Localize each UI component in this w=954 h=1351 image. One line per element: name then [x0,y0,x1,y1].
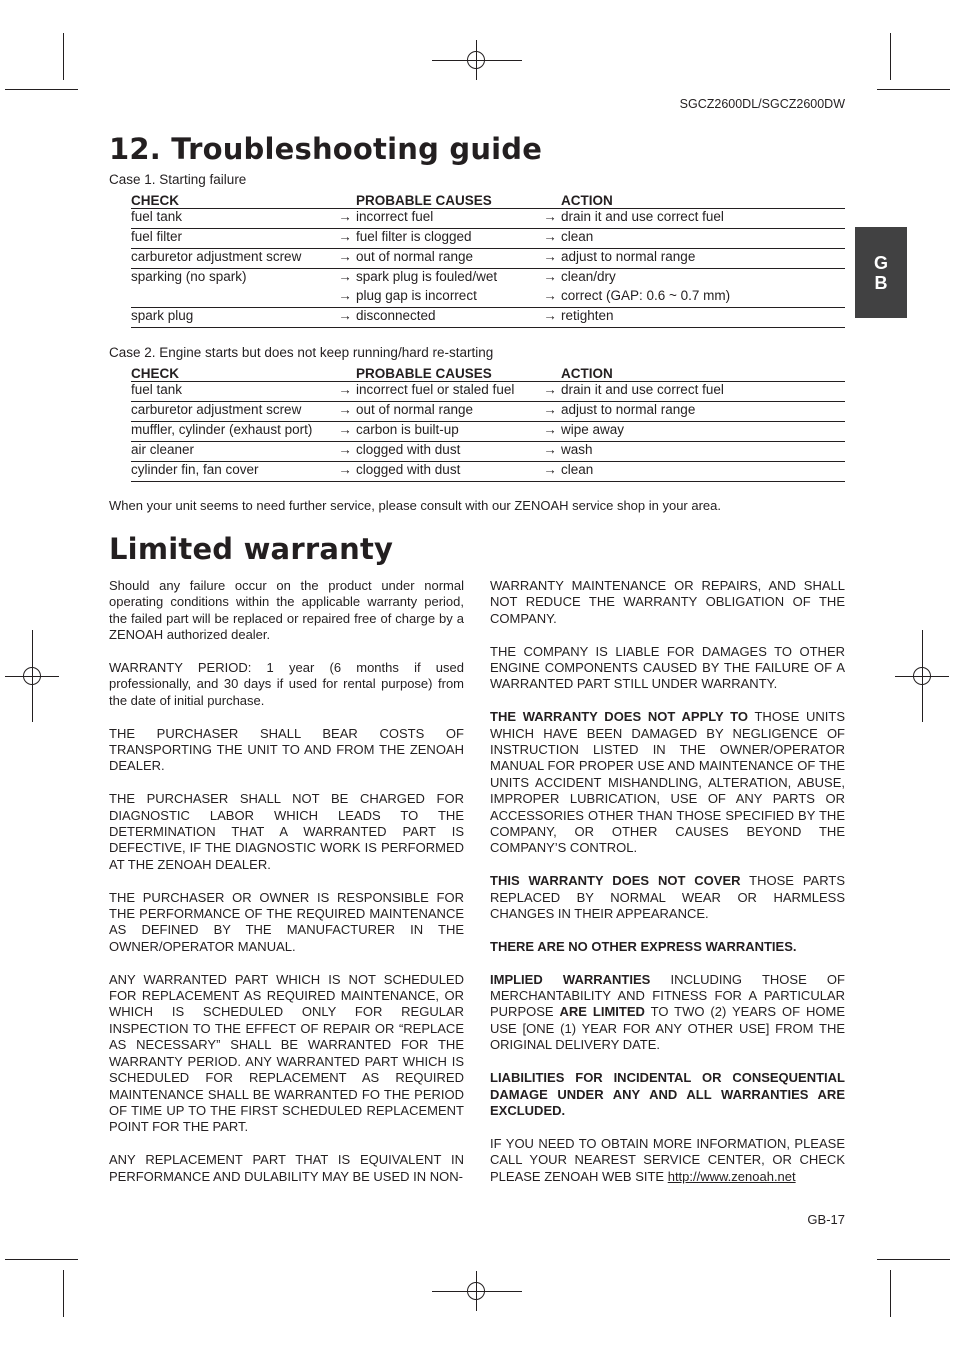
action-cell [539,462,845,482]
cause-cell-text: incorrect fuel [356,209,434,224]
action-cell [539,288,845,308]
arrow-icon: → [543,229,557,244]
check-cell-text: spark plug [131,308,194,323]
cause-cell-text: incorrect fuel or staled fuel [356,382,515,397]
cause-cell-text: carbon is built-up [356,422,459,437]
warranty-paragraph: THE PURCHASER SHALL BEAR COSTS OF TRANSPORTING THE UNIT TO AND FROM THE ZENOAH DEALER. [109,725,464,774]
column-header-causes: PROBABLE CAUSES [334,363,539,382]
arrow-icon: → [338,462,352,477]
are-limited-label: ARE LIMITED [559,1004,645,1020]
warranty-coverage-paragraph [490,873,845,922]
check-cell-text: carburetor adjustment screw [131,249,302,264]
cause-cell-text: spark plug is fouled/wet [356,269,498,284]
arrow-icon: → [543,402,557,417]
warranty-period-text: 1 year (6 months if used professionally, and 30 days if used for rental purpose) from the date of initial purchase. [109,660,464,708]
no-express-warranties: THERE ARE NO OTHER EXPRESS WARRANTIES. [490,938,797,954]
arrow-icon: → [543,442,557,457]
check-cell-text: fuel filter [131,229,183,244]
implied-warranties-paragraph [490,972,845,1054]
cause-cell-text: out of normal range [356,402,474,417]
warranty-paragraph: Should any failure occur on the product under normal operating conditions within the applicable warranty period, the failed part will be replaced or repaired free of charge by a ZENOAH authorized dealer. [109,578,464,643]
action-cell-text: clean [561,229,594,244]
action-cell [539,209,845,229]
cause-cell [334,269,539,289]
contact-text: IF YOU NEED TO OBTAIN MORE INFORMATION, PLEASE CALL YOUR NEAREST SERVICE CENTER, OR CHECK PLEASE ZENOAH WEB SITE [490,1135,845,1184]
action-cell-text: clean [561,462,594,477]
cause-cell [334,249,539,269]
action-cell-text: correct (GAP: 0.6 ~ 0.7 mm) [561,288,731,303]
warranty-paragraph [490,939,845,955]
check-cell-text: fuel tank [131,209,183,224]
arrow-icon: → [338,442,352,457]
warranty-coverage-text: THOSE PARTS REPLACED BY NORMAL WEAR OR HARMLESS CHANGES IN THEIR APPEARANCE. [490,873,845,922]
case1-table [131,190,845,328]
warranty-paragraph: THE PURCHASER SHALL NOT BE CHARGED FOR DIAGNOSTIC LABOR WHICH LEADS TO THE DETERMINATION THAT A WARRANTED PART IS DEFECTIVE, IF THE DIAGNOSTIC WORK IS PERFORMED AT THE ZENOAH DEALER. [109,791,464,872]
cause-cell [334,382,539,402]
warranty-exclusions-text: THOSE UNITS WHICH HAVE BEEN DAMAGED BY NEGLIGENCE OF INSTRUCTION LISTED IN THE OWNER/OPERATOR MANUAL FOR PROPER USE AND MAINTENANCE OF THE UNITS ACCIDENT MISHANDLING, ALTERATION, ABUSE, IMPROPER LUBRICATION, USE OF ANY PARTS OR ACCESSORIES OTHER THAN THOSE SPECIFIED BY THE COMPANY, OR OTHER CAUSES BEYOND THE COMPANY’S CONTROL. [490,709,845,856]
arrow-icon: → [338,402,352,417]
check-cell-text: muffler, cylinder (exhaust port) [131,422,313,437]
cause-cell [334,462,539,482]
action-cell-text: retighten [561,308,614,323]
action-cell-text: adjust to normal range [561,249,696,264]
zenoah-website-link[interactable]: http://www.zenoah.net [667,1168,796,1184]
table-row [131,308,845,328]
implied-warranties-label: IMPLIED WARRANTIES [490,971,651,987]
check-cell [131,249,334,269]
action-cell-text: clean/dry [561,269,616,284]
troubleshooting-title: 12. Troubleshooting guide [109,132,543,166]
column-header-action: ACTION [539,363,845,382]
arrow-icon: → [338,422,352,437]
arrow-icon: → [543,269,557,284]
check-cell-text: air cleaner [131,442,195,457]
cause-cell-text: clogged with dust [356,462,461,477]
check-cell [131,229,334,249]
implied-warranties-text: INCLUDING THOSE OF MERCHANTABILITY AND FITNESS FOR A PARTICULAR PURPOSE [490,971,845,1020]
warranty-title: Limited warranty [109,532,394,566]
cause-cell-text: disconnected [356,308,436,323]
check-cell [131,442,334,462]
action-cell-text: adjust to normal range [561,402,696,417]
check-cell-text: carburetor adjustment screw [131,402,302,417]
cause-cell [334,442,539,462]
check-cell [131,209,334,229]
warranty-paragraph: THE PURCHASER OR OWNER IS RESPONSIBLE FOR THE PERFORMANCE OF THE REQUIRED MAINTENANCE AS DEFINED BY THE MANUFACTURER IN THE OWNER/OPERATOR MANUAL. [109,889,464,954]
check-cell [131,402,334,422]
table-row [131,229,845,249]
action-cell [539,308,845,328]
arrow-icon: → [338,382,352,397]
action-cell [539,422,845,442]
check-cell [131,422,334,442]
language-tab [855,227,907,318]
arrow-icon: → [543,209,557,224]
arrow-icon: → [338,288,352,303]
warranty-paragraph: LIABILITIES FOR INCIDENTAL OR CONSEQUENTIAL DAMAGE UNDER ANY AND ALL WARRANTIES ARE EXCLUDED. [490,1070,845,1118]
arrow-icon: → [543,308,557,323]
language-tab-letter: B [874,272,888,293]
action-cell-text: drain it and use correct fuel [561,382,724,397]
check-cell-text: fuel tank [131,382,183,397]
action-cell [539,269,845,289]
cause-cell [334,422,539,442]
action-cell-text: wash [561,442,593,457]
arrow-icon: → [543,422,557,437]
arrow-icon: → [543,382,557,397]
warranty-paragraph: WARRANTY MAINTENANCE OR REPAIRS, AND SHALL NOT REDUCE THE WARRANTY OBLIGATION OF THE COMPANY. [490,578,845,626]
warranty-exclusions-paragraph [490,709,845,857]
table-row [131,249,845,269]
action-cell [539,249,845,269]
action-cell [539,402,845,422]
warranty-paragraph: THE COMPANY IS LIABLE FOR DAMAGES TO OTHER ENGINE COMPONENTS CAUSED BY THE FAILURE OF A WARRANTED PART STILL UNDER WARRANTY. [490,643,845,692]
column-header-causes: PROBABLE CAUSES [334,190,539,209]
arrow-icon: → [338,269,352,284]
table-row [131,209,845,229]
warranty-paragraph: ANY WARRANTED PART WHICH IS NOT SCHEDULED FOR REPLACEMENT AS REQUIRED MAINTENANCE, OR WHICH IS SCHEDULED ONLY FOR REGULAR INSPECTION TO THE EFFECT OF REPAIR OR “REPLACE AS NECESSARY” SHALL BE WARRANTED FOR THE WARRANTY PERIOD. ANY WARRANTED PART WHICH IS SCHEDULED FOR REPLACEMENT AS REQUIRED MAINTENANCE SHALL BE WARRANTED FO THE PERIOD OF TIME UP TO THE FIRST SCHEDULED REPLACEMENT POINT FOR THE PART. [109,971,464,1135]
table-row [131,442,845,462]
warranty-left-column [109,578,464,1201]
table-row [131,288,845,308]
cause-cell [334,209,539,229]
check-cell [131,308,334,328]
service-note: When your unit seems to need further service, please consult with our ZENOAH service shop in your area. [109,498,722,513]
check-cell [131,269,334,289]
check-cell-text: cylinder fin, fan cover [131,462,259,477]
table-row [131,402,845,422]
arrow-icon: → [338,209,352,224]
warranty-period-paragraph [109,660,464,709]
action-cell [539,382,845,402]
table-row [131,422,845,442]
arrow-icon: → [543,249,557,264]
cause-cell-text: out of normal range [356,249,474,264]
case1-label: Case 1. Starting failure [109,172,247,187]
action-cell-text: drain it and use correct fuel [561,209,724,224]
warranty-paragraph: ANY REPLACEMENT PART THAT IS EQUIVALENT IN PERFORMANCE AND DULABILITY MAY BE USED IN NON- [109,1152,464,1184]
action-cell [539,229,845,249]
table-row [131,462,845,482]
arrow-icon: → [543,462,557,477]
action-cell-text: wipe away [561,422,625,437]
warranty-period-label: WARRANTY PERIOD: [109,660,252,676]
cause-cell [334,288,539,308]
cause-cell-text: fuel filter is clogged [356,229,472,244]
action-cell [539,442,845,462]
table-row [131,269,845,289]
cause-cell [334,308,539,328]
table-row [131,382,845,402]
cause-cell-text: plug gap is incorrect [356,288,477,303]
cause-cell [334,402,539,422]
warranty-coverage-label: THIS WARRANTY DOES NOT COVER [490,873,741,889]
arrow-icon: → [338,308,352,323]
column-header-action: ACTION [539,190,845,209]
column-header-check: CHECK [131,190,334,209]
warranty-right-column [490,578,845,1201]
arrow-icon: → [338,229,352,244]
model-number: SGCZ2600DL/SGCZ2600DW [679,97,845,111]
check-cell [131,382,334,402]
check-cell [131,288,334,308]
cause-cell-text: clogged with dust [356,442,461,457]
column-header-check: CHECK [131,363,334,382]
arrow-icon: → [338,249,352,264]
language-tab-letter: G [873,252,888,273]
case2-label: Case 2. Engine starts but does not keep running/hard re-starting [109,345,494,360]
check-cell-text: sparking (no spark) [131,269,247,284]
cause-cell [334,229,539,249]
check-cell [131,462,334,482]
implied-warranties-text: TO TWO (2) YEARS OF HOME USE [ONE (1) YEAR FOR ANY OTHER USE] FROM THE ORIGINAL DELIVERY DATE. [490,1004,845,1053]
warranty-exclusions-label: THE WARRANTY DOES NOT APPLY TO [490,709,748,725]
contact-paragraph [490,1136,845,1185]
arrow-icon: → [543,288,557,303]
page-number: GB-17 [807,1212,845,1227]
case2-table [131,363,845,482]
